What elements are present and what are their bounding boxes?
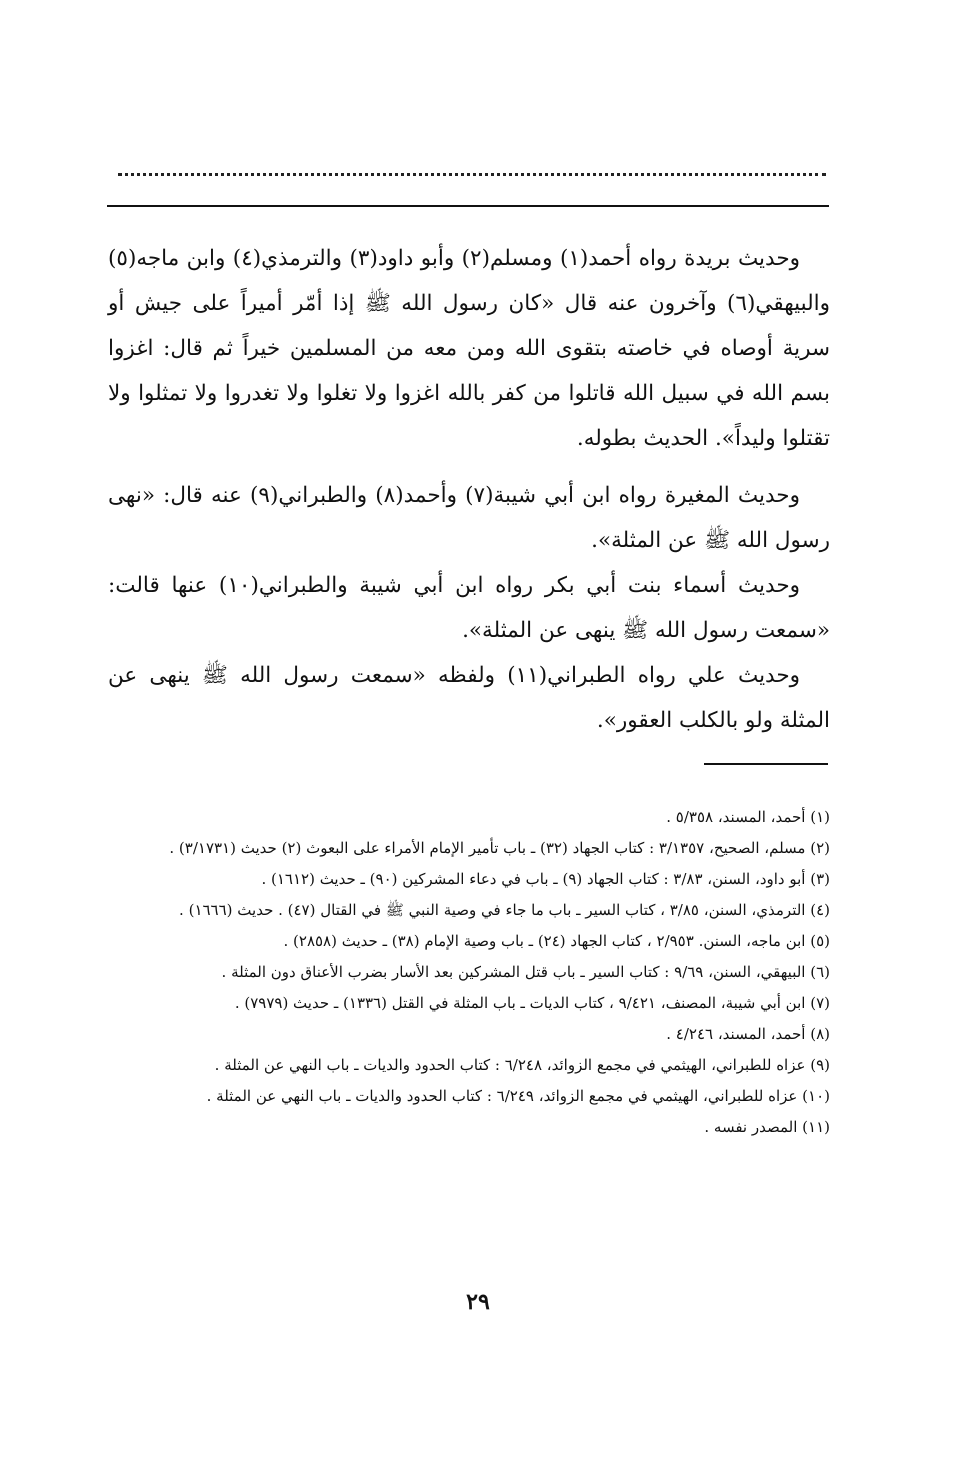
footnote-10: (١٠) عزاه للطبراني، الهيثمي في مجمع الزوائد، ٦/٢٤٩ : كتاب الحدود والديات ـ باب النهي عن المثلة . bbox=[206, 1087, 830, 1105]
footnote-11: (١١) المصدر نفسه . bbox=[704, 1118, 830, 1136]
paragraph-asma: وحديث أسماء بنت أبي بكر رواه ابن أبي شيبة والطبراني(١٠) عنها قالت: «سمعت رسول الله ﷺ ينهى عن المثلة». bbox=[108, 573, 830, 643]
footnote-6: (٦) البيهقي، السنن، ٩/٦٩ : كتاب السير ـ باب قتل المشركين بعد الأسار بضرب الأعناق دون المثلة . bbox=[221, 963, 830, 981]
footnote-9: (٩) عزاه للطبراني، الهيثمي في مجمع الزوائد، ٦/٢٤٨ : كتاب الحدود والديات ـ باب النهي عن المثلة . bbox=[214, 1056, 830, 1074]
footnote-1: (١) أحمد، المسند، ٥/٣٥٨ . bbox=[666, 808, 830, 826]
footnote-rule bbox=[704, 763, 828, 765]
paragraph-mughira: وحديث المغيرة رواه ابن أبي شيبة(٧) وأحمد(٨) والطبراني(٩) عنه قال: «نهى رسول الله ﷺ عن المثلة». bbox=[108, 483, 830, 553]
paragraph-ali: وحديث علي رواه الطبراني(١١) ولفظه «سمعت رسول الله ﷺ ينهى عن المثلة ولو بالكلب العقور». bbox=[108, 663, 830, 733]
paragraph-burayda: وحديث بريدة رواه أحمد(١) ومسلم(٢) وأبو داود(٣) والترمذي(٤) وابن ماجه(٥) والبيهقي(٦) وآخرون عنه قال «كان رسول الله ﷺ إذا أمّر أميراً على جيش أو سرية أوصاه في خاصته بتقوى الله ومن معه من المسلمين خيراً ثم قال: اغزوا بسم الله في سبيل الله قاتلوا من كفر بالله اغزوا ولا تغلوا ولا تغدروا ولا تمثلوا ولا تقتلوا وليداً». الحديث بطوله. bbox=[108, 246, 830, 451]
footnote-7: (٧) ابن أبي شيبة، المصنف، ٩/٤٢١ ، كتاب الديات ـ باب المثلة في القتل (١٣٣٦) ـ حديث (٧٩٧٩) . bbox=[234, 994, 830, 1012]
footnote-4: (٤) الترمذي، السنن، ٣/٨٥ ، كتاب السير ـ باب ما جاء في وصية النبي ﷺ في القتال (٤٧) . حديث (١٦٦٦) . bbox=[179, 901, 830, 919]
footnote-2: (٢) مسلم، الصحيح، ٣/١٣٥٧ : كتاب الجهاد (٣٢) ـ باب تأمير الإمام الأمراء على البعوث (٢) حديث (٣/١٧٣١) . bbox=[169, 839, 830, 857]
main-text bbox=[108, 236, 830, 743]
dotted-separator bbox=[118, 173, 826, 176]
page-number: ٢٩ bbox=[466, 1289, 490, 1315]
header-rule bbox=[107, 205, 829, 207]
footnotes bbox=[108, 802, 830, 1143]
footnote-5: (٥) ابن ماجه، السنن. ٢/٩٥٣ ، كتاب الجهاد (٢٤) ـ باب وصية الإمام (٣٨) ـ حديث (٢٨٥٨) . bbox=[283, 932, 830, 950]
footnote-8: (٨) أحمد، المسند، ٤/٢٤٦ . bbox=[666, 1025, 830, 1043]
footnote-3: (٣) أبو داود، السنن، ٣/٨٣ : كتاب الجهاد (٩) ـ باب في دعاء المشركين (٩٠) ـ حديث (١٦١٢) . bbox=[261, 870, 830, 888]
